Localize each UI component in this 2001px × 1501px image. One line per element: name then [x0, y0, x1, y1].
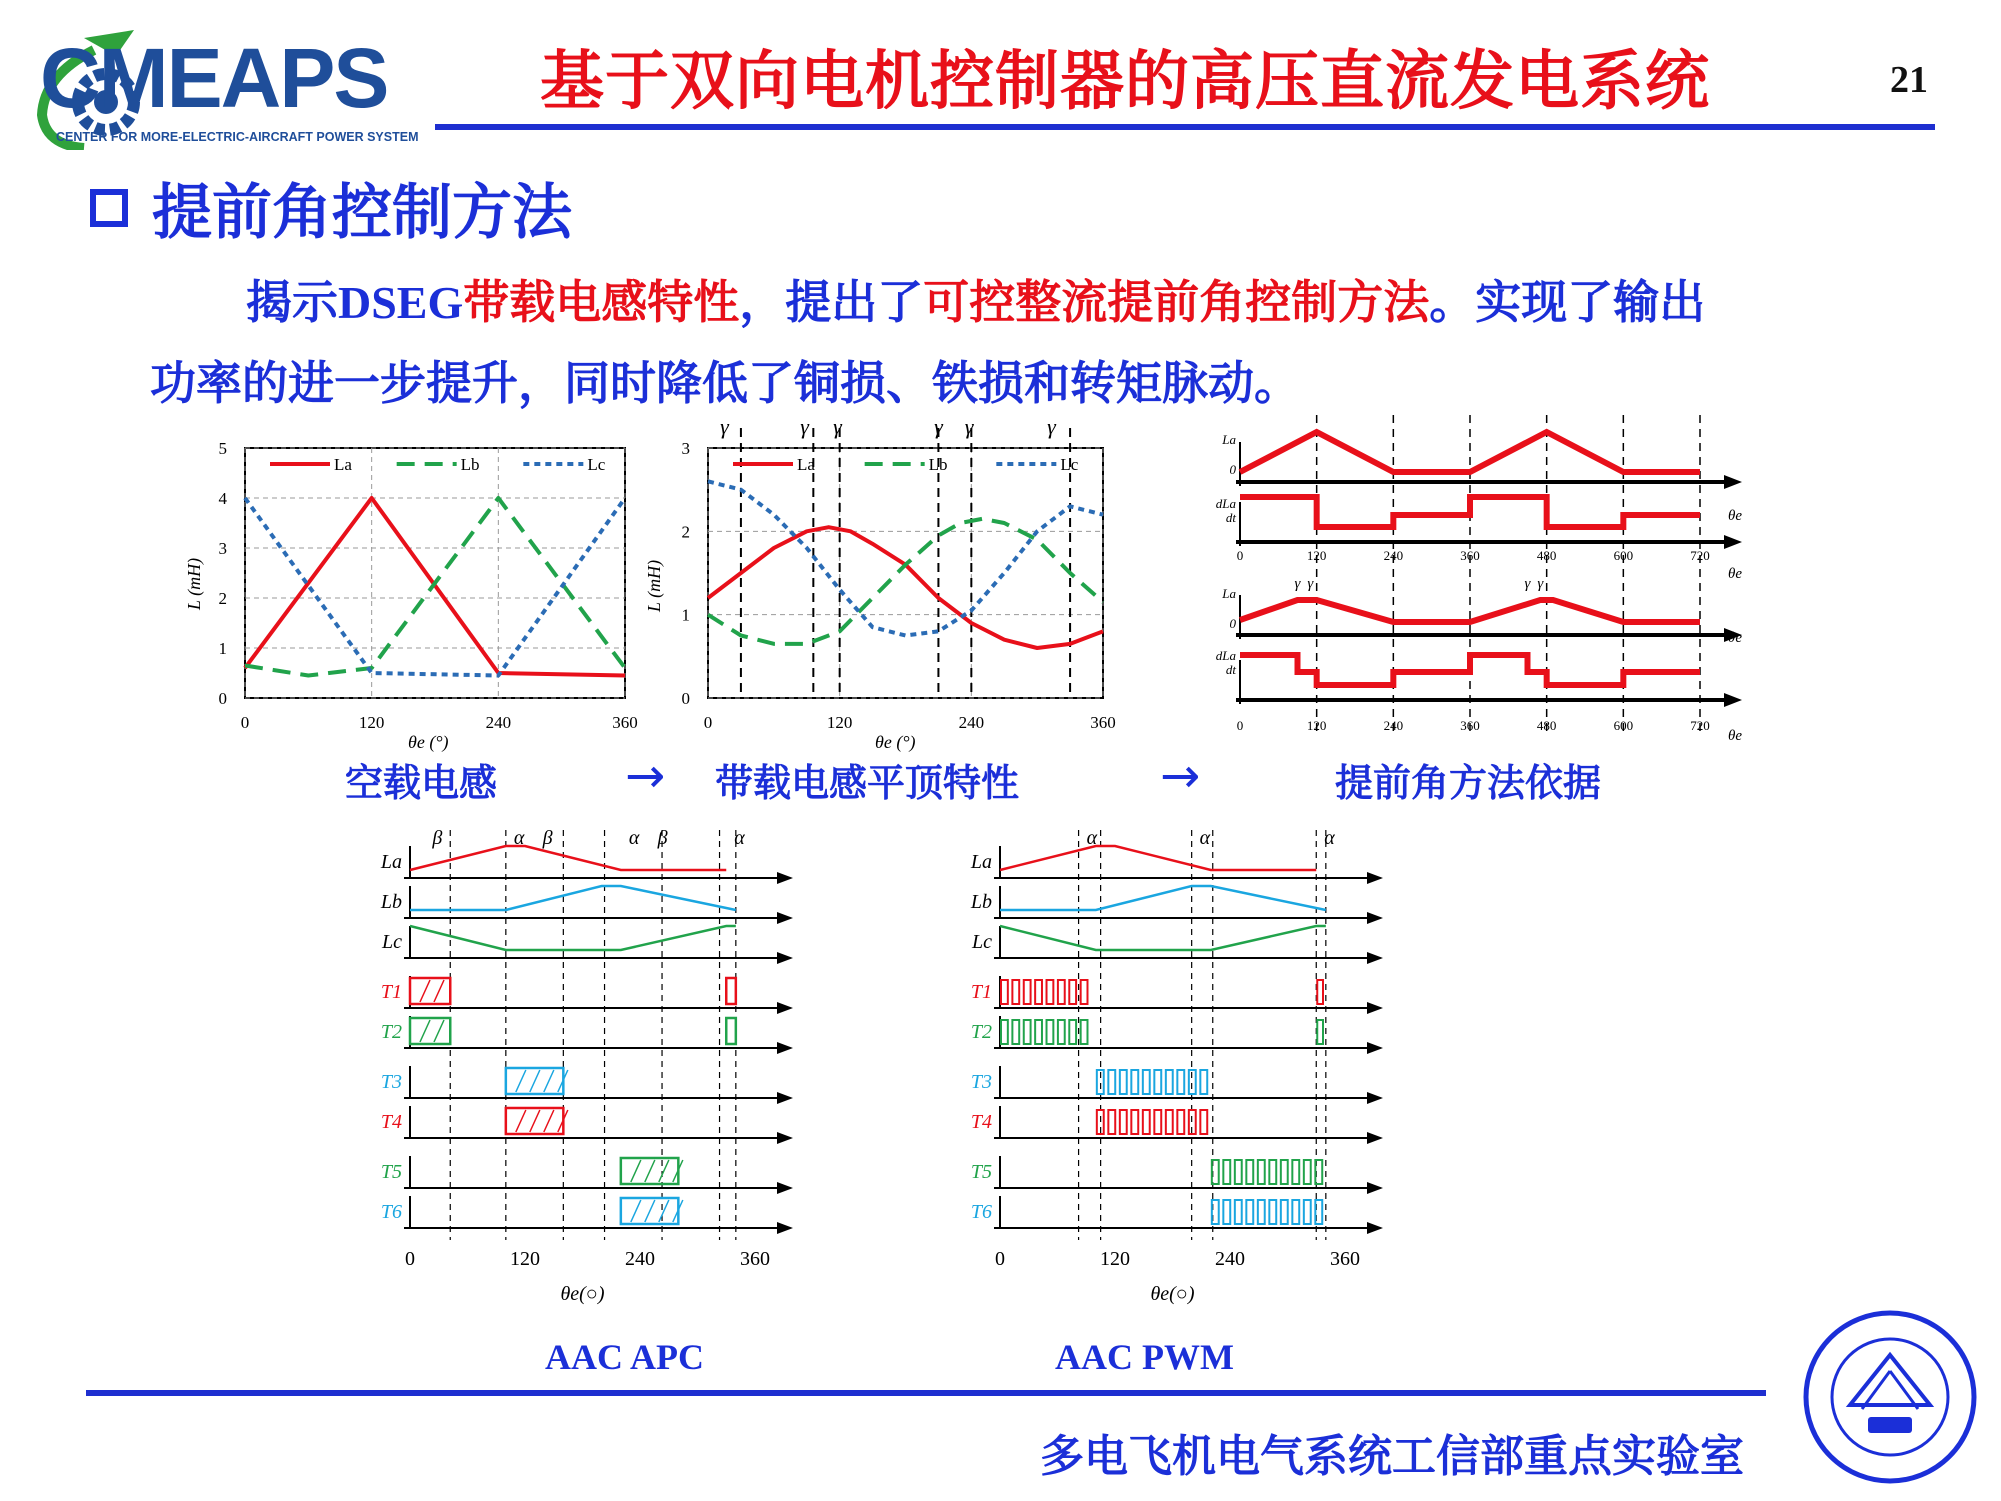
- row-label: T2: [380, 1021, 402, 1043]
- hatch-line: [420, 1020, 430, 1042]
- angle-label: α: [513, 827, 525, 849]
- pwm-pulse: [1120, 1110, 1127, 1134]
- intro-highlight: 带载电感特性: [463, 275, 740, 329]
- pwm-pulse: [1223, 1200, 1230, 1224]
- pwm-pulse: [1120, 1070, 1127, 1094]
- angle-label: α: [1199, 827, 1211, 849]
- theta-label: θe: [1728, 566, 1743, 582]
- hatch-line: [645, 1160, 655, 1182]
- axis-arrow-icon: [777, 1182, 793, 1194]
- pwm-pulse: [1154, 1070, 1161, 1094]
- gamma-label: γ: [934, 414, 943, 439]
- x-tick-label: 360: [740, 1248, 770, 1270]
- hatch-line: [516, 1110, 526, 1132]
- angle-label: β: [432, 827, 443, 849]
- y-axis-label: La: [1222, 586, 1236, 601]
- right-arrow-icon: →: [625, 748, 666, 804]
- y-tick-label: 1: [218, 639, 227, 658]
- aac-pwm-timing-diagram: [950, 810, 1510, 1330]
- pwm-pulse: [1281, 1160, 1288, 1184]
- pwm-pulse: [1258, 1160, 1265, 1184]
- angle-label: α: [628, 827, 640, 849]
- hatch-line: [631, 1200, 641, 1222]
- x-tick-label: 120: [1306, 718, 1327, 733]
- hatch-line: [420, 980, 430, 1002]
- x-tick-label: 360: [1330, 1248, 1360, 1270]
- switch-pulse: [726, 978, 736, 1004]
- x-axis-label: θe (°): [408, 732, 449, 752]
- legend-label: Lb: [460, 455, 480, 474]
- row-label: Lc: [382, 931, 402, 953]
- axis-arrow-icon: [1367, 1132, 1383, 1144]
- angle-label: α: [1086, 827, 1098, 849]
- pwm-pulse: [1246, 1200, 1253, 1224]
- header-divider: [435, 124, 1935, 130]
- y-axis-label: 0: [1229, 616, 1236, 631]
- pwm-pulse: [1246, 1160, 1253, 1184]
- legend-label: Lc: [1060, 455, 1079, 474]
- legend-label: La: [334, 455, 352, 474]
- lb-wave: [410, 886, 736, 910]
- pwm-pulse: [1035, 1020, 1042, 1044]
- angle-label: α: [734, 827, 745, 849]
- hatch-line: [645, 1200, 655, 1222]
- pwm-pulse: [1166, 1070, 1173, 1094]
- gamma-label: γ: [800, 414, 809, 439]
- dla-noload-wave: [1240, 497, 1700, 527]
- y-axis-label: 0: [1229, 462, 1236, 477]
- logo-subtitle: CENTER FOR MORE-ELECTRIC-AIRCRAFT POWER SYSTEM: [56, 130, 419, 144]
- y-tick-label: 0: [218, 689, 227, 708]
- caption-aac-pwm: AAC PWM: [1055, 1337, 1234, 1377]
- pwm-pulse: [1108, 1070, 1115, 1094]
- axis-arrow-icon: [777, 1132, 793, 1144]
- logo-text: CMEAPS: [40, 31, 388, 125]
- nuaa-seal-logo: [1800, 1305, 1980, 1490]
- pwm-pulse: [1200, 1110, 1207, 1134]
- legend-label: Lc: [587, 455, 606, 474]
- gamma-label: γ: [720, 414, 729, 439]
- caption-basis: 提前角方法依据: [1335, 761, 1602, 805]
- series-lb-line: [708, 519, 1103, 644]
- pwm-pulse: [1012, 1020, 1019, 1044]
- legend-label: Lb: [928, 455, 948, 474]
- axis-arrow-icon: [777, 1042, 793, 1054]
- x-tick-label: 240: [485, 713, 512, 732]
- axis-arrow-icon: [1724, 535, 1742, 549]
- axis-arrow-icon: [777, 1002, 793, 1014]
- row-label: T2: [970, 1021, 992, 1043]
- intro-highlight: 可控整流提前角控制方法: [923, 275, 1430, 329]
- checkbox-bullet-icon: [90, 189, 128, 227]
- y-tick-label: 3: [681, 439, 690, 458]
- y-axis-label: L (mH): [644, 559, 664, 612]
- gamma-label: γ: [833, 414, 842, 439]
- gamma-label: γ: [1047, 414, 1056, 439]
- pwm-pulse: [1269, 1200, 1276, 1224]
- pwm-pulse: [1024, 1020, 1031, 1044]
- x-tick-label: 240: [958, 713, 985, 732]
- gamma-label: γ: [1307, 576, 1314, 592]
- pwm-pulse: [1200, 1070, 1207, 1094]
- caption-no-load: 空载电感: [345, 761, 498, 805]
- plot-frame: [245, 448, 625, 698]
- row-label: Lc: [972, 931, 992, 953]
- x-tick-label: 240: [1383, 548, 1404, 563]
- dla-loaded-wave: [1240, 655, 1700, 685]
- pwm-pulse: [1292, 1200, 1299, 1224]
- row-label: T5: [970, 1161, 992, 1183]
- axis-arrow-icon: [1367, 912, 1383, 924]
- row-label: Lb: [970, 891, 992, 913]
- row-label: T5: [380, 1161, 402, 1183]
- intro-text: 揭示: [246, 275, 338, 329]
- x-tick-label: 600: [1613, 548, 1634, 563]
- y-tick-label: 3: [218, 539, 227, 558]
- y-tick-label: 2: [681, 522, 690, 542]
- hatch-line: [530, 1070, 540, 1092]
- axis-arrow-icon: [777, 872, 793, 884]
- pwm-pulse: [1012, 980, 1019, 1004]
- axis-arrow-icon: [1367, 872, 1383, 884]
- slide-title: 基于双向电机控制器的高压直流发电系统: [540, 45, 1710, 119]
- lb-wave: [1000, 886, 1326, 910]
- y-axis-label: dt: [1225, 662, 1236, 677]
- legend-label: La: [797, 455, 815, 474]
- intro-text: 。实现了输出: [1429, 275, 1706, 329]
- hatch-line: [659, 1160, 669, 1182]
- row-label: La: [970, 851, 992, 873]
- pwm-pulse: [1269, 1160, 1276, 1184]
- axis-arrow-icon: [1367, 1002, 1383, 1014]
- y-axis-label: dLa: [1215, 648, 1236, 663]
- theta-label: θe: [1728, 728, 1743, 744]
- y-axis-label: La: [1222, 432, 1236, 447]
- pwm-pulse: [1143, 1070, 1150, 1094]
- switch-pulse: [410, 978, 450, 1004]
- pwm-pulse: [1258, 1200, 1265, 1224]
- hatch-line: [544, 1110, 554, 1132]
- right-arrow-icon: →: [1160, 748, 1201, 804]
- x-tick-label: 0: [995, 1248, 1005, 1270]
- caption-aac-apc: AAC APC: [545, 1337, 704, 1377]
- x-tick-label: 240: [625, 1248, 655, 1270]
- x-tick-label: 0: [405, 1248, 415, 1270]
- pwm-pulse: [1223, 1160, 1230, 1184]
- x-tick-label: 240: [1215, 1248, 1245, 1270]
- pwm-pulse: [1292, 1160, 1299, 1184]
- la-wave: [1000, 846, 1316, 870]
- row-label: La: [380, 851, 402, 873]
- axis-arrow-icon: [1367, 1092, 1383, 1104]
- row-label: Lb: [380, 891, 402, 913]
- theta-label: θe: [1728, 508, 1743, 524]
- pwm-pulse: [1317, 980, 1323, 1004]
- pwm-pulse: [1189, 1070, 1196, 1094]
- pwm-pulse: [1047, 980, 1054, 1004]
- la-wave: [410, 846, 726, 870]
- pwm-pulse: [1001, 1020, 1008, 1044]
- axis-arrow-icon: [1367, 952, 1383, 964]
- angle-label: α: [1324, 827, 1335, 849]
- angle-label: β: [542, 827, 553, 849]
- axis-arrow-icon: [777, 1092, 793, 1104]
- x-tick-label: 480: [1536, 718, 1557, 733]
- x-tick-label: 240: [1383, 718, 1404, 733]
- page-number: 21: [1890, 59, 1928, 101]
- hatch-line: [631, 1160, 641, 1182]
- intro-text: ，提出了: [739, 275, 924, 329]
- row-label: T4: [970, 1111, 992, 1133]
- x-axis-label: θe(○): [1150, 1283, 1195, 1305]
- series-la-line: [245, 498, 625, 676]
- pwm-pulse: [1304, 1160, 1311, 1184]
- axis-arrow-icon: [1367, 1222, 1383, 1234]
- gamma-label: γ: [1524, 576, 1531, 592]
- row-label: T3: [380, 1071, 402, 1093]
- axis-arrow-icon: [777, 952, 793, 964]
- la-noload-wave: [1240, 432, 1700, 472]
- axis-arrow-icon: [1367, 1042, 1383, 1054]
- x-tick-label: 120: [358, 713, 385, 732]
- pwm-pulse: [1304, 1200, 1311, 1224]
- gamma-label: γ: [964, 414, 974, 439]
- pwm-pulse: [1154, 1110, 1161, 1134]
- pwm-pulse: [1024, 980, 1031, 1004]
- x-tick-label: 120: [510, 1248, 540, 1270]
- x-tick-label: 0: [240, 713, 250, 732]
- pwm-pulse: [1081, 1020, 1088, 1044]
- x-tick-label: 120: [826, 713, 853, 732]
- axis-arrow-icon: [777, 912, 793, 924]
- x-tick-label: 720: [1690, 548, 1710, 563]
- axis-arrow-icon: [777, 1222, 793, 1234]
- row-label: T1: [970, 981, 992, 1003]
- x-tick-label: 480: [1536, 548, 1557, 563]
- x-tick-label: 120: [1100, 1248, 1130, 1270]
- advance-angle-basis-diagram: [1200, 410, 1760, 750]
- row-label: T1: [380, 981, 402, 1003]
- pwm-pulse: [1281, 1200, 1288, 1224]
- gamma-label: γ: [1294, 576, 1301, 592]
- hatch-line: [434, 980, 444, 1002]
- y-tick-label: 4: [218, 489, 227, 508]
- x-tick-label: 600: [1613, 718, 1634, 733]
- row-label: T6: [380, 1201, 402, 1223]
- hatch-line: [530, 1110, 540, 1132]
- pwm-pulse: [1069, 1020, 1076, 1044]
- intro-paragraph: [150, 262, 1910, 423]
- pwm-pulse: [1081, 980, 1088, 1004]
- hatch-line: [544, 1070, 554, 1092]
- footer-lab-name: 多电飞机电气系统工信部重点实验室: [1040, 1431, 1744, 1482]
- pwm-pulse: [1189, 1110, 1196, 1134]
- series-lc-line: [708, 481, 1103, 635]
- pwm-pulse: [1047, 1020, 1054, 1044]
- gamma-label: γ: [1537, 576, 1544, 592]
- pwm-pulse: [1166, 1110, 1173, 1134]
- y-tick-label: 5: [218, 439, 227, 458]
- x-tick-label: 0: [1236, 548, 1244, 563]
- pwm-pulse: [1131, 1070, 1138, 1094]
- intro-line-2: 功率的进一步提升，同时降低了铜损、铁损和转矩脉动。: [150, 356, 1300, 410]
- y-tick-label: 1: [681, 605, 690, 625]
- row-label: T3: [970, 1071, 992, 1093]
- switch-pulse: [726, 1018, 736, 1044]
- y-axis-label: dLa: [1215, 496, 1236, 511]
- no-load-inductance-chart: [180, 430, 650, 760]
- axis-arrow-icon: [1724, 693, 1742, 707]
- pwm-pulse: [1108, 1110, 1115, 1134]
- theta-label: θe: [1728, 630, 1743, 646]
- pwm-pulse: [1058, 1020, 1065, 1044]
- pwm-pulse: [1177, 1070, 1184, 1094]
- pwm-pulse: [1131, 1110, 1138, 1134]
- pwm-pulse: [1069, 980, 1076, 1004]
- x-tick-label: 360: [1460, 718, 1480, 733]
- row-label: T6: [970, 1201, 992, 1223]
- angle-label: β: [657, 827, 668, 849]
- y-tick-label: 0: [681, 689, 690, 708]
- section-title: 提前角控制方法: [152, 178, 572, 248]
- y-axis-label: dt: [1225, 510, 1236, 525]
- footer-divider: [86, 1390, 1766, 1396]
- pwm-pulse: [1317, 1020, 1323, 1044]
- switch-pulse: [410, 1018, 450, 1044]
- pwm-pulse: [1058, 980, 1065, 1004]
- lc-wave: [1000, 926, 1326, 950]
- section-heading: [90, 165, 572, 251]
- pwm-pulse: [1001, 980, 1008, 1004]
- caption-loaded: 带载电感平顶特性: [715, 761, 1020, 805]
- x-tick-label: 720: [1690, 718, 1710, 733]
- plot-frame: [708, 448, 1103, 698]
- x-tick-label: 360: [1460, 548, 1480, 563]
- hatch-line: [434, 1020, 444, 1042]
- row-label: T4: [380, 1111, 402, 1133]
- hatch-line: [516, 1070, 526, 1092]
- lc-wave: [410, 926, 736, 950]
- pwm-pulse: [1235, 1200, 1242, 1224]
- intro-line-1: [150, 262, 1910, 343]
- x-tick-label: 120: [1306, 548, 1327, 563]
- y-tick-label: 2: [218, 589, 227, 608]
- pwm-pulse: [1235, 1160, 1242, 1184]
- x-tick-label: 360: [1090, 713, 1116, 732]
- x-tick-label: 0: [1236, 718, 1244, 733]
- pwm-pulse: [1035, 980, 1042, 1004]
- pwm-pulse: [1177, 1110, 1184, 1134]
- pwm-pulse: [1143, 1110, 1150, 1134]
- aac-apc-timing-diagram: [360, 810, 920, 1330]
- loaded-inductance-chart: [640, 412, 1120, 760]
- hatch-line: [659, 1200, 669, 1222]
- x-axis-label: θe (°): [875, 732, 916, 752]
- y-axis-label: L (mH): [184, 557, 204, 610]
- x-tick-label: 360: [612, 713, 638, 732]
- x-tick-label: 0: [703, 713, 713, 732]
- x-axis-label: θe(○): [560, 1283, 605, 1305]
- axis-arrow-icon: [1724, 475, 1742, 489]
- intro-dseg: DSEG: [338, 277, 464, 328]
- axis-arrow-icon: [1367, 1182, 1383, 1194]
